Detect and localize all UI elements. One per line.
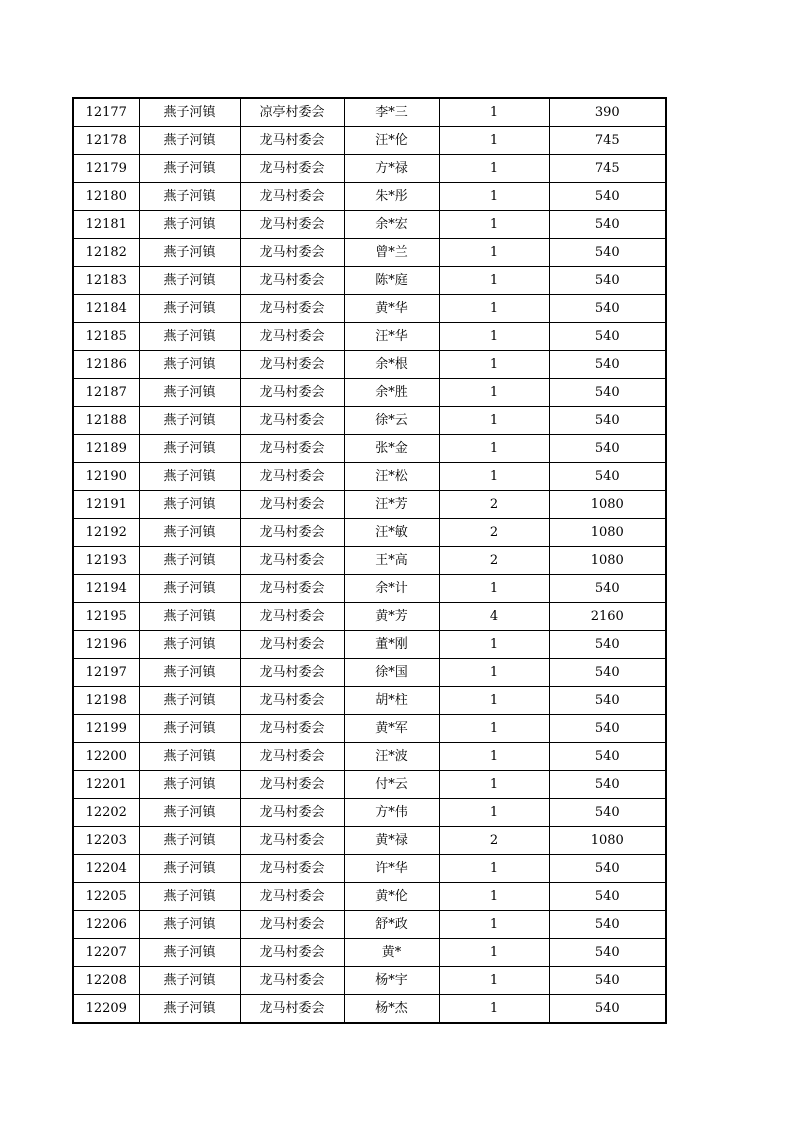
row-id-cell: 12197	[73, 659, 139, 687]
town-cell: 燕子河镇	[139, 575, 240, 603]
town-cell: 燕子河镇	[139, 631, 240, 659]
table-row	[73, 603, 666, 631]
count-cell: 1	[439, 323, 549, 351]
village-committee-cell: 龙马村委会	[240, 155, 344, 183]
table-row	[73, 491, 666, 519]
town-cell: 燕子河镇	[139, 463, 240, 491]
count-cell: 1	[439, 98, 549, 127]
table-row	[73, 911, 666, 939]
name-cell: 徐*国	[344, 659, 439, 687]
amount-cell: 540	[549, 183, 666, 211]
row-id-cell: 12183	[73, 267, 139, 295]
amount-cell: 540	[549, 995, 666, 1024]
table-row	[73, 463, 666, 491]
name-cell: 胡*柱	[344, 687, 439, 715]
row-id-cell: 12202	[73, 799, 139, 827]
town-cell: 燕子河镇	[139, 491, 240, 519]
town-cell: 燕子河镇	[139, 98, 240, 127]
table-row	[73, 827, 666, 855]
row-id-cell: 12195	[73, 603, 139, 631]
count-cell: 1	[439, 239, 549, 267]
count-cell: 4	[439, 603, 549, 631]
table-row	[73, 743, 666, 771]
count-cell: 1	[439, 771, 549, 799]
count-cell: 1	[439, 379, 549, 407]
name-cell: 汪*芳	[344, 491, 439, 519]
count-cell: 1	[439, 967, 549, 995]
town-cell: 燕子河镇	[139, 351, 240, 379]
amount-cell: 540	[549, 911, 666, 939]
table-row	[73, 155, 666, 183]
name-cell: 黄*伦	[344, 883, 439, 911]
name-cell: 黄*芳	[344, 603, 439, 631]
amount-cell: 540	[549, 631, 666, 659]
row-id-cell: 12184	[73, 295, 139, 323]
village-committee-cell: 龙马村委会	[240, 435, 344, 463]
row-id-cell: 12199	[73, 715, 139, 743]
amount-cell: 540	[549, 743, 666, 771]
name-cell: 李*三	[344, 98, 439, 127]
amount-cell: 540	[549, 939, 666, 967]
amount-cell: 540	[549, 463, 666, 491]
name-cell: 徐*云	[344, 407, 439, 435]
amount-cell: 540	[549, 295, 666, 323]
table-row	[73, 771, 666, 799]
village-committee-cell: 龙马村委会	[240, 211, 344, 239]
row-id-cell: 12196	[73, 631, 139, 659]
amount-cell: 540	[549, 855, 666, 883]
row-id-cell: 12205	[73, 883, 139, 911]
village-committee-cell: 凉亭村委会	[240, 98, 344, 127]
row-id-cell: 12206	[73, 911, 139, 939]
amount-cell: 1080	[549, 827, 666, 855]
town-cell: 燕子河镇	[139, 323, 240, 351]
town-cell: 燕子河镇	[139, 519, 240, 547]
amount-cell: 540	[549, 771, 666, 799]
village-committee-cell: 龙马村委会	[240, 603, 344, 631]
amount-cell: 540	[549, 267, 666, 295]
count-cell: 1	[439, 407, 549, 435]
row-id-cell: 12191	[73, 491, 139, 519]
amount-cell: 390	[549, 98, 666, 127]
amount-cell: 540	[549, 799, 666, 827]
row-id-cell: 12185	[73, 323, 139, 351]
data-table	[72, 97, 667, 1024]
name-cell: 汪*伦	[344, 127, 439, 155]
amount-cell: 745	[549, 155, 666, 183]
table-row	[73, 967, 666, 995]
village-committee-cell: 龙马村委会	[240, 491, 344, 519]
count-cell: 1	[439, 743, 549, 771]
village-committee-cell: 龙马村委会	[240, 939, 344, 967]
row-id-cell: 12190	[73, 463, 139, 491]
row-id-cell: 12198	[73, 687, 139, 715]
village-committee-cell: 龙马村委会	[240, 295, 344, 323]
town-cell: 燕子河镇	[139, 771, 240, 799]
town-cell: 燕子河镇	[139, 799, 240, 827]
village-committee-cell: 龙马村委会	[240, 687, 344, 715]
village-committee-cell: 龙马村委会	[240, 995, 344, 1024]
village-committee-cell: 龙马村委会	[240, 239, 344, 267]
count-cell: 1	[439, 715, 549, 743]
row-id-cell: 12178	[73, 127, 139, 155]
village-committee-cell: 龙马村委会	[240, 519, 344, 547]
name-cell: 汪*波	[344, 743, 439, 771]
village-committee-cell: 龙马村委会	[240, 267, 344, 295]
row-id-cell: 12192	[73, 519, 139, 547]
row-id-cell: 12186	[73, 351, 139, 379]
table-row	[73, 575, 666, 603]
table-row	[73, 799, 666, 827]
count-cell: 1	[439, 799, 549, 827]
count-cell: 1	[439, 575, 549, 603]
amount-cell: 540	[549, 967, 666, 995]
table-row	[73, 183, 666, 211]
name-cell: 张*金	[344, 435, 439, 463]
row-id-cell: 12204	[73, 855, 139, 883]
amount-cell: 540	[549, 211, 666, 239]
name-cell: 方*禄	[344, 155, 439, 183]
count-cell: 2	[439, 519, 549, 547]
amount-cell: 1080	[549, 519, 666, 547]
village-committee-cell: 龙马村委会	[240, 659, 344, 687]
town-cell: 燕子河镇	[139, 743, 240, 771]
count-cell: 1	[439, 631, 549, 659]
name-cell: 黄*禄	[344, 827, 439, 855]
table-row	[73, 519, 666, 547]
name-cell: 杨*杰	[344, 995, 439, 1024]
town-cell: 燕子河镇	[139, 687, 240, 715]
town-cell: 燕子河镇	[139, 155, 240, 183]
town-cell: 燕子河镇	[139, 547, 240, 575]
village-committee-cell: 龙马村委会	[240, 967, 344, 995]
village-committee-cell: 龙马村委会	[240, 127, 344, 155]
count-cell: 1	[439, 995, 549, 1024]
row-id-cell: 12203	[73, 827, 139, 855]
name-cell: 王*高	[344, 547, 439, 575]
row-id-cell: 12177	[73, 98, 139, 127]
town-cell: 燕子河镇	[139, 295, 240, 323]
town-cell: 燕子河镇	[139, 659, 240, 687]
count-cell: 1	[439, 939, 549, 967]
table-row	[73, 631, 666, 659]
count-cell: 1	[439, 883, 549, 911]
village-committee-cell: 龙马村委会	[240, 575, 344, 603]
amount-cell: 540	[549, 351, 666, 379]
name-cell: 付*云	[344, 771, 439, 799]
name-cell: 余*胜	[344, 379, 439, 407]
row-id-cell: 12193	[73, 547, 139, 575]
name-cell: 曾*兰	[344, 239, 439, 267]
town-cell: 燕子河镇	[139, 211, 240, 239]
town-cell: 燕子河镇	[139, 995, 240, 1024]
name-cell: 杨*宇	[344, 967, 439, 995]
name-cell: 余*计	[344, 575, 439, 603]
amount-cell: 540	[549, 435, 666, 463]
name-cell: 方*伟	[344, 799, 439, 827]
name-cell: 舒*政	[344, 911, 439, 939]
town-cell: 燕子河镇	[139, 883, 240, 911]
name-cell: 董*刚	[344, 631, 439, 659]
name-cell: 朱*彤	[344, 183, 439, 211]
table-row	[73, 939, 666, 967]
name-cell: 陈*庭	[344, 267, 439, 295]
village-committee-cell: 龙马村委会	[240, 799, 344, 827]
amount-cell: 540	[549, 407, 666, 435]
table-row	[73, 323, 666, 351]
amount-cell: 540	[549, 575, 666, 603]
village-committee-cell: 龙马村委会	[240, 547, 344, 575]
village-committee-cell: 龙马村委会	[240, 407, 344, 435]
town-cell: 燕子河镇	[139, 939, 240, 967]
amount-cell: 540	[549, 323, 666, 351]
amount-cell: 540	[549, 659, 666, 687]
row-id-cell: 12182	[73, 239, 139, 267]
row-id-cell: 12187	[73, 379, 139, 407]
town-cell: 燕子河镇	[139, 855, 240, 883]
town-cell: 燕子河镇	[139, 435, 240, 463]
amount-cell: 1080	[549, 547, 666, 575]
table-row	[73, 98, 666, 127]
village-committee-cell: 龙马村委会	[240, 883, 344, 911]
table-row	[73, 715, 666, 743]
count-cell: 1	[439, 267, 549, 295]
row-id-cell: 12181	[73, 211, 139, 239]
amount-cell: 540	[549, 883, 666, 911]
name-cell: 黄*军	[344, 715, 439, 743]
row-id-cell: 12194	[73, 575, 139, 603]
town-cell: 燕子河镇	[139, 603, 240, 631]
table-row	[73, 267, 666, 295]
table-row	[73, 659, 666, 687]
row-id-cell: 12180	[73, 183, 139, 211]
count-cell: 1	[439, 295, 549, 323]
village-committee-cell: 龙马村委会	[240, 631, 344, 659]
amount-cell: 540	[549, 715, 666, 743]
amount-cell: 2160	[549, 603, 666, 631]
town-cell: 燕子河镇	[139, 967, 240, 995]
name-cell: 汪*敏	[344, 519, 439, 547]
amount-cell: 745	[549, 127, 666, 155]
village-committee-cell: 龙马村委会	[240, 463, 344, 491]
name-cell: 黄*	[344, 939, 439, 967]
table-row	[73, 883, 666, 911]
count-cell: 1	[439, 127, 549, 155]
table-row	[73, 687, 666, 715]
row-id-cell: 12189	[73, 435, 139, 463]
town-cell: 燕子河镇	[139, 407, 240, 435]
count-cell: 1	[439, 155, 549, 183]
table-row	[73, 239, 666, 267]
village-committee-cell: 龙马村委会	[240, 323, 344, 351]
row-id-cell: 12200	[73, 743, 139, 771]
count-cell: 2	[439, 547, 549, 575]
town-cell: 燕子河镇	[139, 127, 240, 155]
table-row	[73, 855, 666, 883]
table-row	[73, 295, 666, 323]
village-committee-cell: 龙马村委会	[240, 351, 344, 379]
count-cell: 2	[439, 827, 549, 855]
table-row	[73, 379, 666, 407]
town-cell: 燕子河镇	[139, 267, 240, 295]
table-row	[73, 211, 666, 239]
village-committee-cell: 龙马村委会	[240, 855, 344, 883]
count-cell: 1	[439, 463, 549, 491]
row-id-cell: 12201	[73, 771, 139, 799]
town-cell: 燕子河镇	[139, 183, 240, 211]
name-cell: 汪*华	[344, 323, 439, 351]
name-cell: 黄*华	[344, 295, 439, 323]
amount-cell: 540	[549, 379, 666, 407]
count-cell: 1	[439, 183, 549, 211]
amount-cell: 1080	[549, 491, 666, 519]
town-cell: 燕子河镇	[139, 911, 240, 939]
table-row	[73, 407, 666, 435]
count-cell: 1	[439, 687, 549, 715]
amount-cell: 540	[549, 239, 666, 267]
village-committee-cell: 龙马村委会	[240, 771, 344, 799]
name-cell: 许*华	[344, 855, 439, 883]
name-cell: 汪*松	[344, 463, 439, 491]
row-id-cell: 12207	[73, 939, 139, 967]
row-id-cell: 12209	[73, 995, 139, 1024]
count-cell: 2	[439, 491, 549, 519]
town-cell: 燕子河镇	[139, 379, 240, 407]
table-row	[73, 547, 666, 575]
row-id-cell: 12188	[73, 407, 139, 435]
name-cell: 余*根	[344, 351, 439, 379]
village-committee-cell: 龙马村委会	[240, 827, 344, 855]
count-cell: 1	[439, 659, 549, 687]
count-cell: 1	[439, 211, 549, 239]
table-row	[73, 435, 666, 463]
table-row	[73, 995, 666, 1024]
table-row	[73, 351, 666, 379]
village-committee-cell: 龙马村委会	[240, 183, 344, 211]
count-cell: 1	[439, 435, 549, 463]
village-committee-cell: 龙马村委会	[240, 715, 344, 743]
row-id-cell: 12179	[73, 155, 139, 183]
table-row	[73, 127, 666, 155]
town-cell: 燕子河镇	[139, 827, 240, 855]
town-cell: 燕子河镇	[139, 239, 240, 267]
count-cell: 1	[439, 911, 549, 939]
table-body	[73, 98, 666, 1023]
row-id-cell: 12208	[73, 967, 139, 995]
village-committee-cell: 龙马村委会	[240, 911, 344, 939]
village-committee-cell: 龙马村委会	[240, 379, 344, 407]
village-committee-cell: 龙马村委会	[240, 743, 344, 771]
town-cell: 燕子河镇	[139, 715, 240, 743]
count-cell: 1	[439, 351, 549, 379]
amount-cell: 540	[549, 687, 666, 715]
count-cell: 1	[439, 855, 549, 883]
name-cell: 余*宏	[344, 211, 439, 239]
